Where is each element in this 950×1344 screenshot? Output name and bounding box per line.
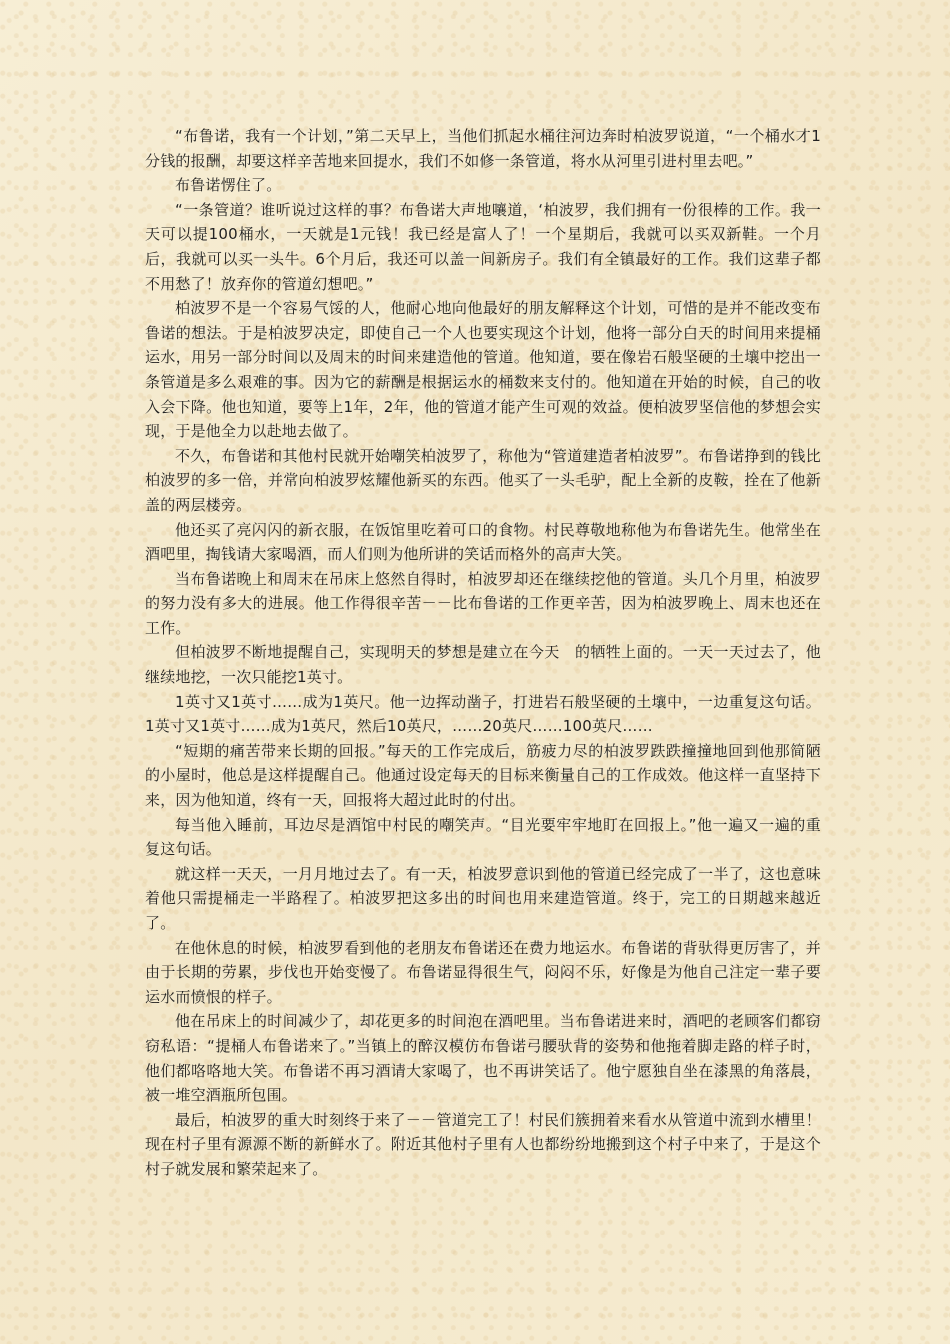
paragraph: 当布鲁诺晚上和周末在吊床上悠然自得时，柏波罗却还在继续挖他的管道。头几个月里，柏波罗的努力没有多大的进展。他工作得很辛苦－－比布鲁诺的工作更辛苦，因为柏波罗晚上、周末也还在工作。 [145, 569, 821, 637]
paragraph: 最后，柏波罗的重大时刻终于来了－－管道完工了！村民们簇拥着来看水从管道中流到水槽里！现在村子里有源源不断的新鲜水了。附近其他村子里有人也都纷纷地搬到这个村子中来了，于是这个村子就发展和繁荣起来了。 [145, 1110, 821, 1178]
document-page [145, 124, 821, 1182]
paragraph: “短期的痛苦带来长期的回报。”每天的工作完成后，筋疲力尽的柏波罗跌跌撞撞地回到他那简陋的小屋时，他总是这样提醒自己。他通过设定每天的目标来衡量自己的工作成效。他这样一直坚持下来，因为他知道，终有一天，回报将大超过此时的付出。 [145, 741, 821, 810]
paragraph: 在他休息的时候，柏波罗看到他的老朋友布鲁诺还在费力地运水。布鲁诺的背驮得更厉害了，并由于长期的劳累，步伐也开始变慢了。布鲁诺显得很生气，闷闷不乐，好像是为他自己注定一辈子要运水而愤恨的样子。 [145, 938, 821, 1006]
paragraph: 布鲁诺愣住了。 [175, 176, 282, 195]
paragraph: 每当他入睡前，耳边尽是酒馆中村民的嘲笑声。“目光要牢牢地盯在回报上。”他一遍又一遍的重复这句话。 [145, 815, 821, 859]
paragraph: 但柏波罗不断地提醒自己，实现明天的梦想是建立在今天 的牺牲上面的。一天一天过去了，他继续地挖，一次只能挖1英寸。 [145, 643, 821, 687]
paragraph: 他在吊床上的时间减少了，却花更多的时间泡在酒吧里。当布鲁诺进来时，酒吧的老顾客们都窃窃私语：“提桶人布鲁诺来了。”当镇上的醉汉模仿布鲁诺弓腰驮背的姿势和他拖着脚走路的样子时，他们都咯咯地大笑。布鲁诺不再习酒请大家喝了，也不再讲笑话了。他宁愿独自坐在漆黑的角落晨，被一堆空酒瓶所包围。 [145, 1012, 821, 1105]
paragraph: 柏波罗不是一个容易气馁的人，他耐心地向他最好的朋友解释这个计划，可惜的是并不能改变布鲁诺的想法。于是柏波罗决定，即使自己一个人也要实现这个计划，他将一部分白天的时间用来提桶运水，用另一部分时间以及周末的时间来建造他的管道。他知道，要在像岩石般坚硬的土壤中挖出一条管道是多么艰难的事。因为它的薪酬是根据运水的桶数来支付的。他知道在开始的时候，自己的收入会下降。他也知道，要等上1年，2年，他的管道才能产生可观的效益。便柏波罗坚信他的梦想会实现，于是他全力以赴地去做了。 [145, 299, 821, 441]
paragraph: 1英寸又1英寸……成为1英尺。他一边挥动凿子，打进岩石般坚硬的土壤中，一边重复这句话。1英寸又1英寸……成为1英尺，然后10英尺，……20英尺……100英尺…… [145, 692, 821, 736]
paragraph: 不久，布鲁诺和其他村民就开始嘲笑柏波罗了，称他为“管道建造者柏波罗”。布鲁诺挣到的钱比柏波罗的多一倍，并常向柏波罗炫耀他新买的东西。他买了一头毛驴，配上全新的皮鞍，拴在了他新盖的两层楼旁。 [145, 446, 821, 514]
paragraph: 就这样一天天，一月月地过去了。有一天，柏波罗意识到他的管道已经完成了一半了，这也意味着他只需提桶走一半路程了。柏波罗把这多出的时间也用来建造管道。终于，完工的日期越来越近了。 [145, 864, 821, 932]
paragraph: “布鲁诺，我有一个计划，”第二天早上，当他们抓起水桶往河边奔时柏波罗说道，“一个桶水才1分钱的报酬，却要这样辛苦地来回提水，我们不如修一条管道，将水从河里引进村里去吧。” [145, 127, 821, 170]
paragraph: 他还买了亮闪闪的新衣服，在饭馆里吃着可口的食物。村民尊敬地称他为布鲁诺先生。他常坐在酒吧里，掏钱请大家喝酒，而人们则为他所讲的笑话而格外的高声大笑。 [145, 520, 821, 564]
paragraph: “一条管道？谁听说过这样的事？布鲁诺大声地嚷道，‘柏波罗，我们拥有一份很棒的工作。我一天可以提100桶水，一天就是1元钱！我已经是富人了！一个星期后，我就可以买双新鞋。一个月后，我就可以买一头牛。6个月后，我还可以盖一间新房子。我们有全镇最好的工作。我们这辈子都不用愁了！放弃你的管道幻想吧。” [145, 200, 821, 293]
